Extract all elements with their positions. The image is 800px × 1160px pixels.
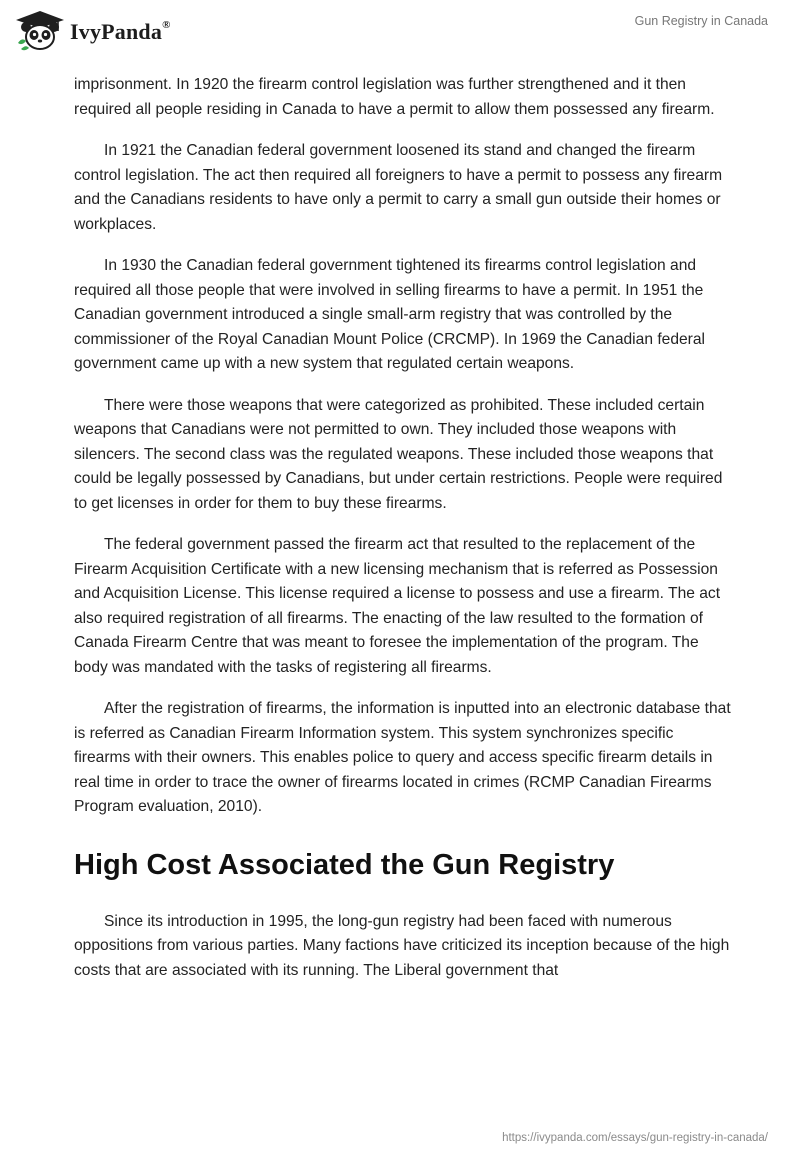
document-title: Gun Registry in Canada: [634, 14, 768, 28]
section-heading: High Cost Associated the Gun Registry: [74, 848, 615, 881]
paragraph: In 1930 the Canadian federal government tightened its firearms control legislation and required all those people that were involved in selling firearms to have a permit. In 1951 the Canadian government introduced a single small-arm registry that was controlled by the commissioner of the Royal Canadian Mount Police (CRCMP). In 1969 the Canadian federal government came up with a new system that regulated certain weapons.: [74, 257, 705, 372]
ivypanda-logo[interactable]: [14, 9, 171, 51]
paragraph: After the registration of firearms, the information is inputted into an electronic database that is referred as Canadian Firearm Information system. This system synchronizes specific firearms with their owners. This enables police to query and access specific firearm details in real time in order to trace the owner of firearms located in crimes (RCMP Canadian Firearms Program evaluation, 2010).: [74, 700, 731, 815]
essay-content: [74, 73, 734, 1000]
logo-wordmark: IvyPanda®: [70, 18, 171, 44]
panda-graduate-icon: [14, 9, 66, 51]
page-header: [0, 0, 800, 70]
paragraph-continued: imprisonment. In 1920 the firearm control legislation was further strengthened and it then required all people residing in Canada to have a permit to allow them possessed any firearm.: [74, 76, 715, 118]
paragraph: In 1921 the Canadian federal government loosened its stand and changed the firearm control legislation. The act then required all foreigners to have a permit to possess any firearm and the Canadians residents to have only a permit to carry a small gun outside their homes or workplaces.: [74, 142, 723, 233]
paragraph: The federal government passed the firearm act that resulted to the replacement of the Firearm Acquisition Certificate with a new licensing mechanism that is referred as Possession and Acquisition License. This license required a license to possess and use a firearm. The act also required registration of all firearms. The enacting of the law resulted to the formation of Canada Firearm Centre that was meant to foresee the implementation of the program. The body was mandated with the tasks of registering all firearms.: [74, 536, 721, 676]
paragraph: Since its introduction in 1995, the long-gun registry had been faced with numerous oppositions from various parties. Many factions have criticized its inception because of the high costs that are associated with its running. The Liberal government that: [74, 912, 730, 979]
paragraph: There were those weapons that were categorized as prohibited. These included certain weapons that Canadians were not permitted to own. They included those weapons with silencers. The second class was the regulated weapons. These included those weapons that could be legally possessed by Canadians, but under certain restrictions. People were required to get licenses in order for them to buy these firearms.: [74, 396, 723, 512]
source-url[interactable]: https://ivypanda.com/essays/gun-registry-in-canada/: [502, 1132, 768, 1144]
registered-mark: ®: [162, 18, 171, 31]
